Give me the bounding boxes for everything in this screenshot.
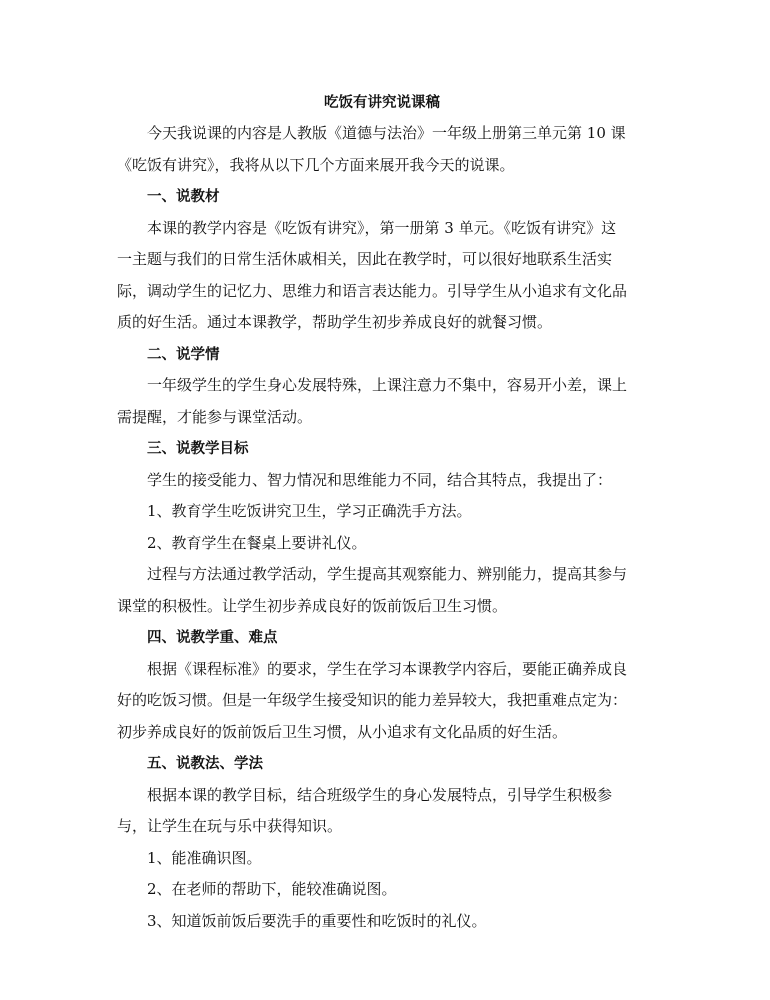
paragraph-line: 需提醒，才能参与课堂活动。 (117, 407, 313, 426)
section-paragraph (117, 465, 647, 497)
section-heading: 一、说教材 (147, 188, 220, 205)
paragraph-line: 课堂的积极性。让学生初步养成良好的饭前饭后卫生习惯。 (117, 596, 508, 615)
document-page (117, 88, 647, 937)
paragraph-line: 2、教育学生在餐桌上要讲礼仪。 (147, 533, 367, 552)
paragraph-line: 根据本课的教学目标，结合班级学生的身心发展特点，引导学生积极参 (147, 785, 613, 804)
intro-paragraph (117, 118, 647, 181)
paragraph-line: 与，让学生在玩与乐中获得知识。 (117, 817, 343, 835)
paragraph-line: 初步养成良好的饭前饭后卫生习惯，从小追求有文化品质的好生活。 (117, 722, 568, 741)
paragraph-line: 际，调动学生的记忆力、思维力和语言表达能力。引导学生从小追求有文化品 (117, 281, 628, 300)
section-heading: 三、说教学目标 (147, 440, 249, 457)
list-item (117, 874, 647, 906)
document-title: 吃饭有讲究说课稿 (324, 94, 440, 111)
section-paragraph (117, 559, 647, 622)
paragraph-line: 一主题与我们的日常生活休戚相关，因此在教学时，可以很好地联系生活实 (117, 250, 613, 268)
paragraph-line: 好的吃饭习惯。但是一年级学生接受知识的能力差异较大，我把重难点定为： (117, 691, 628, 709)
paragraph-line: 本课的教学内容是《吃饭有讲究》，第一册第 3 单元。《吃饭有讲究》这 (147, 218, 617, 237)
paragraph-line: 3、知道饭前饭后要洗手的重要性和吃饭时的礼仪。 (147, 911, 487, 930)
paragraph-line: 根据《课程标准》的要求，学生在学习本课教学内容后，要能正确养成良 (147, 659, 628, 678)
list-item (117, 528, 647, 560)
paragraph-line: 今天我说课的内容是人教版《道德与法治》一年级上册第三单元第 10 课 (147, 124, 626, 142)
paragraph-line: 1、教育学生吃饭讲究卫生，学习正确洗手方法。 (147, 502, 472, 520)
paragraph-line: 质的好生活。通过本课教学，帮助学生初步养成良好的就餐习惯。 (117, 313, 553, 331)
section-paragraph (117, 370, 647, 433)
section-heading: 五、说教法、学法 (147, 755, 263, 772)
list-item (117, 906, 647, 938)
list-item (117, 843, 647, 875)
paragraph-line: 学生的接受能力、智力情况和思维能力不同，结合其特点，我提出了： (147, 470, 613, 489)
paragraph-line: 过程与方法通过教学活动，学生提高其观察能力、辨别能力，提高其参与 (147, 565, 628, 583)
section-paragraph (117, 654, 647, 749)
section-heading: 四、说教学重、难点 (147, 629, 278, 646)
section-heading: 二、说学情 (147, 345, 220, 363)
paragraph-line: 一年级学生的学生身心发展特殊，上课注意力不集中，容易开小差，课上 (147, 376, 628, 394)
paragraph-line: 《吃饭有讲究》，我将从以下几个方面来展开我今天的说课。 (117, 155, 515, 174)
section-paragraph (117, 780, 647, 843)
list-item (117, 496, 647, 528)
section-paragraph (117, 213, 647, 339)
paragraph-line: 2、在老师的帮助下，能较准确说图。 (147, 880, 397, 898)
paragraph-line: 1、能准确识图。 (147, 848, 262, 867)
